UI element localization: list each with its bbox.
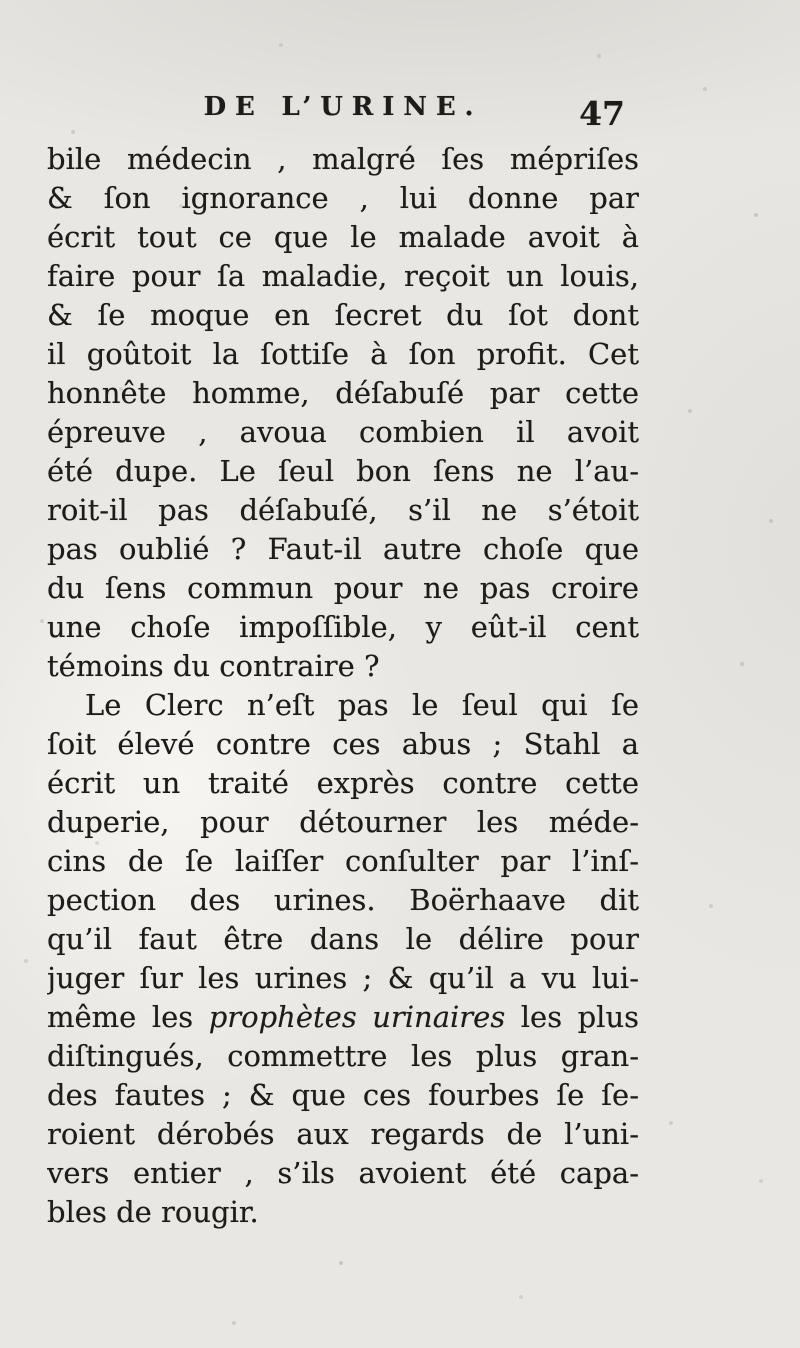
- text-line: diſtingués, commettre les plus gran-: [47, 1039, 639, 1073]
- text-line: roit-il pas déſabuſé, s’il ne s’étoit: [47, 493, 639, 527]
- text-segment: les plus: [505, 1000, 639, 1034]
- text-line: vers entier , s’ils avoient été capa-: [47, 1156, 639, 1190]
- text-line: Le Clerc n’eſt pas le ſeul qui ſe: [85, 688, 639, 722]
- paper-texture-specks: [0, 0, 2, 2]
- text-line: qu’il faut être dans le délire pour: [47, 922, 639, 956]
- text-line: honnête homme, déſabuſé par cette: [47, 376, 639, 410]
- italic-phrase: prophètes urinaires: [208, 1000, 506, 1034]
- text-line: pection des urines. Boërhaave dit: [47, 883, 639, 917]
- text-line: juger ſur les urines ; & qu’il a vu lui-: [47, 961, 639, 995]
- text-line: bile médecin , malgré ſes mépriſes: [47, 142, 639, 176]
- page-number: 47: [579, 94, 625, 133]
- text-line: pas oublié ? Faut-il autre choſe que: [47, 532, 639, 566]
- running-header-title: DE L’URINE.: [203, 92, 483, 122]
- text-line: & ſe moque en ſecret du ſot dont: [47, 298, 639, 332]
- text-line: faire pour ſa maladie, reçoit un louis,: [47, 259, 639, 293]
- text-line: une choſe impoſſible, y eût-il cent: [47, 610, 639, 644]
- text-line: témoins du contraire ?: [47, 649, 380, 683]
- text-line: bles de rougir.: [47, 1195, 259, 1229]
- text-segment: même les: [47, 1000, 209, 1034]
- body-text: [47, 140, 639, 1232]
- text-line: ſoit élevé contre ces abus ; Stahl a: [47, 727, 639, 761]
- text-line: il goûtoit la ſottiſe à ſon profit. Cet: [47, 337, 639, 371]
- text-line: cins de ſe laiſſer conſulter par l’inſ-: [47, 844, 639, 878]
- page-content: [47, 90, 639, 1232]
- text-line: roient dérobés aux regards de l’uni-: [47, 1117, 639, 1151]
- text-line: écrit un traité exprès contre cette: [47, 766, 639, 800]
- text-line: duperie, pour détourner les méde-: [47, 805, 639, 839]
- running-header: [47, 90, 639, 140]
- text-line: & ſon ignorance , lui donne par: [47, 181, 639, 215]
- text-line: des fautes ; & que ces fourbes ſe ſe-: [47, 1078, 639, 1112]
- text-line-with-italic: [47, 998, 639, 1037]
- text-line: écrit tout ce que le malade avoit à: [47, 220, 639, 254]
- text-line: été dupe. Le ſeul bon ſens ne l’au-: [47, 454, 639, 488]
- text-line: épreuve , avoua combien il avoit: [47, 415, 639, 449]
- text-line: du ſens commun pour ne pas croire: [47, 571, 639, 605]
